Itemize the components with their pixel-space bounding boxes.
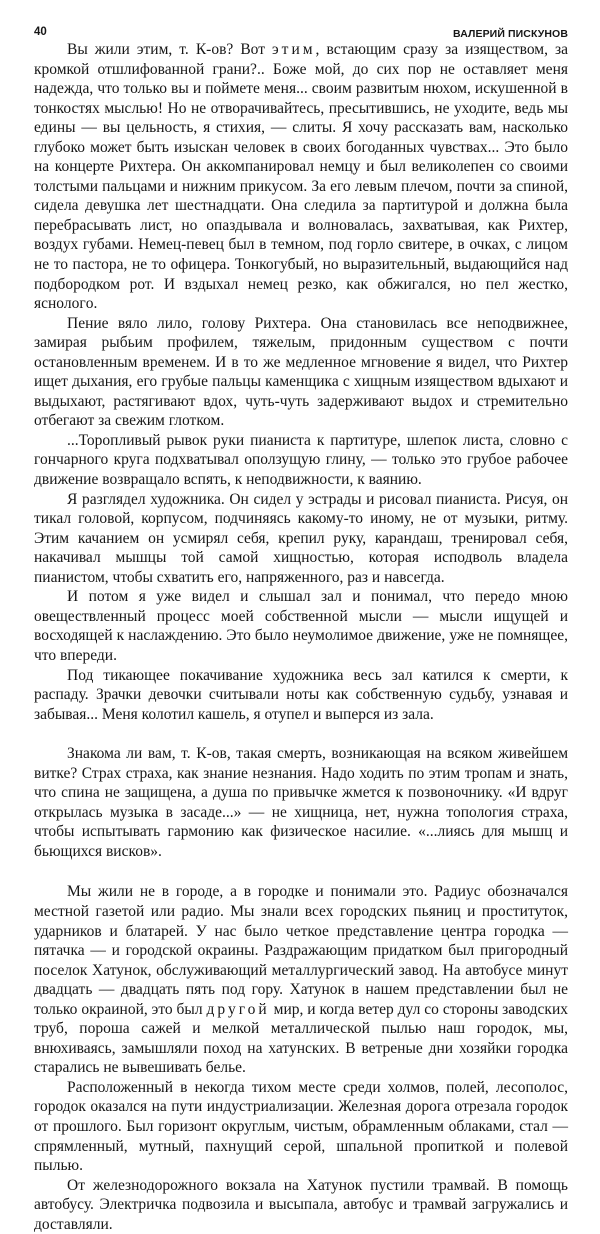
spaced-word: этим (272, 41, 316, 58)
section-break (34, 724, 568, 744)
paragraph-decay: Под тикающее покачивание художника весь зал катился к смерти, к распаду. Зрачки девочки считывали ноты как собственную судьбу, узнавая и забывая... Меня колотил кашель, я отупел и выперся из зала. (34, 666, 568, 723)
paragraph-town (34, 882, 568, 1077)
paragraph-pianist-hand: ...Торопливый рывок руки пианиста к партитуре, шлепок листа, словно с гончарного круга подхватывал оползущую глину, — только это грубое рабочее движение возвращало вспять, к неподвижности, к ваянию. (34, 431, 568, 489)
section-break (34, 861, 568, 882)
paragraph-text: Мы жили не в городе, а в городке и понимали это. Радиус обозначался местной газетой или радио. Мы знали всех городских пьяниц и проституток, ударников и блатарей. У нас было четкое представление центра городка — пятачка — и городской окраины. Раздражающим придатком был пригородный поселок Хатунок, обслуживающий металлургический завод. На автобусе минут двадцать — двадцать пять под гору. Хатунок в нашем представлении был не только окраиной, это был (34, 883, 568, 1018)
paragraph-hall: И потом я уже видел и слышал зал и понимал, что передо мною овеществленный процесс моей собственной мысли — мысли ищущей и восходящей к наслаждению. Это было неумолимое движение, уже не помнящее, что впереди. (34, 588, 568, 664)
spaced-word: другой (206, 1000, 270, 1018)
paragraph-industrialization: Расположенный в некогда тихом месте среди холмов, полей, лесополос, городок оказался на пути индустриализации. Железная дорога отрезала городок от прошлого. Был горизонт округлым, чистым, обрамленным облаками, стал — спрямленный, мутный, пахнущий серой, шпальной пропиткой и полевой пылью. (34, 1078, 568, 1175)
paragraph-text: мир, и когда ветер дул со стороны заводских труб, пороша сажей и мелкой металлической пылью наш городок, мы, внюхиваясь, замышляли поход на хатунских. В ветреные дни хозяйки городка старались не вывешивать белье. (34, 1000, 569, 1077)
paragraph-tram: От железнодорожного вокзала на Хатунок пустили трамвай. В помощь автобусу. Электричка подвозила и высыпала, автобус и трамвай загружались и доставляли. (34, 1176, 568, 1233)
book-page (34, 0, 568, 1234)
paragraph-fear: Знакома ли вам, т. К-ов, такая смерть, возникающая на всяком живейшем витке? Страх страха, как знание незнания. Надо ходить по этим тропам и знать, что спина не защищена, а душа по привычке жмется к позвоночнику. «И вдруг открылась музыка в засаде...» — не хищница, нет, нужна топология страха, чтобы испытывать гармонию как физическое насилие. «...лиясь для мышц и бьющихся висков». (34, 745, 568, 860)
paragraph-text: Вы жили этим, т. К-ов? Вот (67, 41, 273, 58)
paragraph-singing: Пение вяло лило, голову Рихтера. Она становилась все неподвижнее, замирая рыбьим профилем, тяжелым, придонным существом с почти остановленным временем. И в то же медленное мгновение я видел, что Рихтер ищет дыхания, его грубые пальцы каменщика с хищным изяществом вдыхают и выдыхают, растягивают вдох, чуть-чуть задерживают выдох и стремительно отбегают за свежим глотком. (34, 314, 568, 430)
running-head: ВАЛЕРИЙ ПИСКУНОВ (453, 28, 568, 40)
paragraph-artist: Я разглядел художника. Он сидел у эстрады и рисовал пианиста. Рисуя, он тикал головой, корпусом, подчиняясь какому-то иному, не от музыки, ритму. Этим качанием он усмирял себя, крепил руку, карандаш, тренировал себя, накачивал мышцы той самой хищностью, которая исподволь владела пианистом, чтобы схватить его, напряженного, раз и навсегда. (34, 490, 568, 586)
page-number: 40 (34, 26, 47, 38)
page-header (34, 0, 568, 40)
paragraph-concert-intro (34, 40, 568, 314)
paragraph-text: , встающим сразу за изяществом, за кромкой отшлифованной грани?.. Боже мой, до сих пор не оставляет меня надежда, что только вы и поймете меня... своим развитым нюхом, искушенной в тонкостях мыслью! Но не отворачивайтесь, пресытившись, не уходите, ведь мы едины — вы цельность, я стихия, — слиты. Я хочу рассказать вам, насколько глубоко может быть изыскан человек в своих богоданных чувствах... Это было на концерте Рихтера. Он аккомпанировал немцу и был великолепен со своими толстыми пальцами и нижним прикусом. За его левым плечом, почти за спиной, сидела девушка лет шестнадцати. Она следила за партитурой и должна была перебрасывать лист, но опаздывала и волновалась, захватывая, как Рихтер, воздух губами. Немец-певец был в темном, под горло свитере, в очках, с лицом не то пастора, не то офицера. Тонкогубый, но выразительный, выдающийся над подбородком рот. И вздыхал немец резко, как обжигался, но пел жестко, яснологo. (34, 41, 568, 313)
